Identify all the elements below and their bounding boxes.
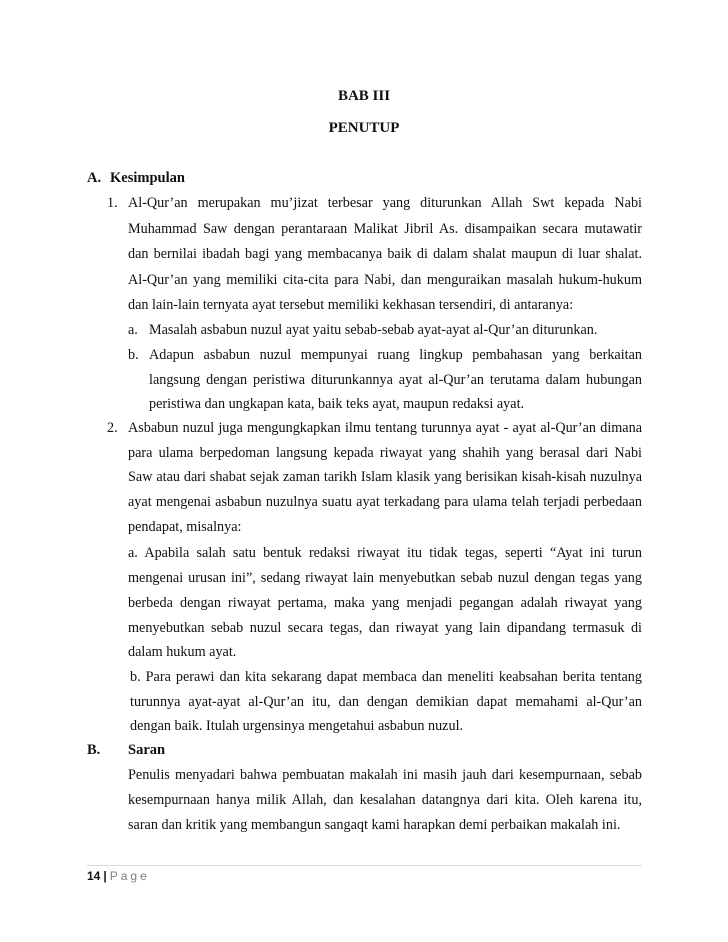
item-1-line: Al-Qur’an yang memiliki cita-cita para Nabi, dan menguraikan masalah hukum-hukum	[128, 272, 642, 288]
item-2-sub-a-line: mengenai urusan ini”, sedang riwayat lain menyebutkan sebab nuzul dengan tegas yang	[128, 570, 642, 586]
section-a-label: A.	[87, 170, 102, 186]
item-2-sub-b-line: turunnya ayat-ayat al-Qur’an itu, dan dengan demikian dapat memahami al-Qur’an	[130, 694, 642, 710]
page-number: 14	[87, 869, 101, 883]
item-2-line: Asbabun nuzul juga mengungkapkan ilmu tentang turunnya ayat - ayat al-Qur’an dimana	[128, 420, 642, 436]
item-1-sub-a-label: a.	[128, 322, 138, 338]
section-b-heading: Saran	[128, 742, 166, 758]
item-1-line: Al-Qur’an merupakan mu’jizat terbesar yang diturunkan Allah Swt kepada Nabi	[128, 195, 642, 211]
item-1-line: dan bernilai ibadah bagi yang membacanya baik di dalam shalat maupun di luar shalat.	[128, 246, 642, 262]
item-2-sub-a-line: a. Apabila salah satu bentuk redaksi riwayat itu tidak tegas, seperti “Ayat ini turun	[128, 545, 642, 561]
item-1-line: dan lain-lain ternyata ayat tersebut memiliki kekhasan tersendiri, di antaranya:	[128, 297, 574, 313]
page-footer	[87, 869, 150, 883]
section-b-line: kesempurnaan hanya milik Allah, dan kesalahan datangnya dari kita. Oleh karena itu,	[128, 792, 642, 808]
item-2-sub-a-line: dalam hukum ayat.	[128, 644, 237, 660]
item-2-sub-a-line: berbeda dengan riwayat pertama, maka yang menjadi pegangan adalah riwayat yang	[128, 595, 642, 611]
item-1-sub-b-line: Adapun asbabun nuzul mempunyai ruang lingkup pembahasan yang berkaitan	[149, 347, 642, 363]
footer-rule	[87, 865, 642, 866]
item-2-line: Saw atau dari shabat sejak zaman tarikh Islam klasik yang berisikan kisah-kisah nuzulnya	[128, 469, 642, 485]
item-1-line: Muhammad Saw dengan perantaraan Malikat Jibril As. disampaikan secara mutawatir	[128, 221, 642, 237]
section-a-heading: Kesimpulan	[110, 170, 185, 186]
section-b-label: B.	[87, 742, 101, 758]
item-2-line: pendapat, misalnya:	[128, 519, 242, 535]
item-1-sub-b-line: peristiwa dan ungkapan kata, baik teks ayat, maupun redaksi ayat.	[149, 396, 525, 412]
item-2-number: 2.	[107, 420, 118, 436]
page-label: Page	[109, 869, 150, 883]
section-b-line: saran dan kritik yang membangun sangaqt kami harapkan demi perbaikan makalah ini.	[128, 817, 621, 833]
item-2-sub-b-line: b. Para perawi dan kita sekarang dapat membaca dan meneliti keabsahan berita tentang	[130, 669, 642, 685]
chapter-title: PENUTUP	[328, 120, 400, 136]
item-1-number: 1.	[107, 195, 118, 211]
item-2-line: para ulama berpedoman langsung kepada riwayat yang shahih yang berasal dari Nabi	[128, 445, 642, 461]
item-1-sub-b-line: langsung dengan peristiwa diturunkannya ayat al-Qur’an terutama dalam hubungan	[149, 372, 642, 388]
chapter-number: BAB III	[337, 88, 391, 104]
section-b-line: Penulis menyadari bahwa pembuatan makalah ini masih jauh dari kesempurnaan, sebab	[128, 767, 642, 783]
item-2-sub-a-line: menyebutkan sebab nuzul secara tegas, dan riwayat yang lain dipandang termasuk di	[128, 620, 642, 636]
item-2-sub-b-line: dengan baik. Itulah urgensinya mengetahui asbabun nuzul.	[130, 718, 464, 734]
item-1-sub-a-line: Masalah asbabun nuzul ayat yaitu sebab-sebab ayat-ayat al-Qur’an diturunkan.	[149, 322, 598, 338]
item-2-line: ayat mengenai asbabun nuzulnya suatu ayat terkadang para ulama telah terjadi perbedaan	[128, 494, 642, 510]
footer-separator: |	[103, 869, 107, 883]
item-1-sub-b-label: b.	[128, 347, 139, 363]
